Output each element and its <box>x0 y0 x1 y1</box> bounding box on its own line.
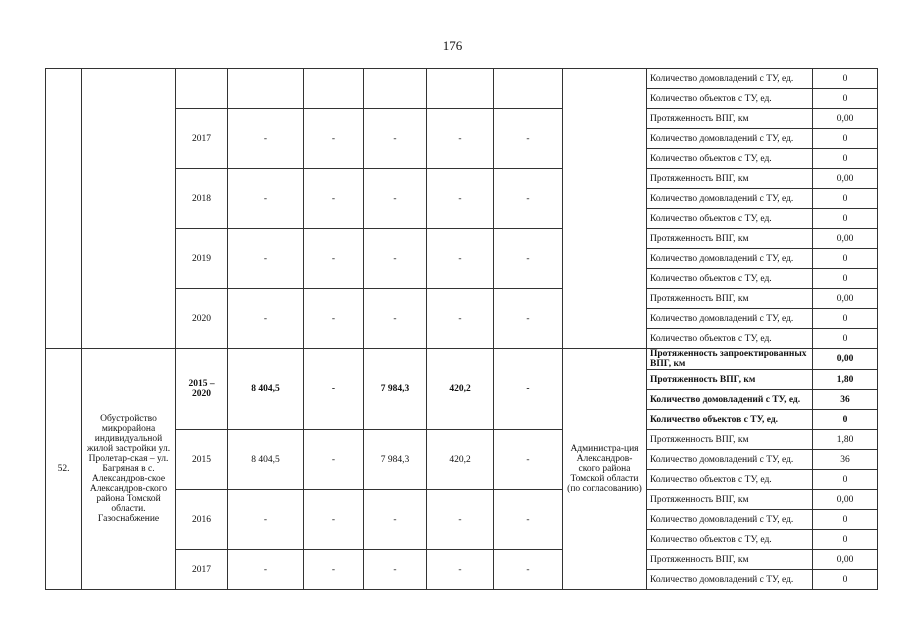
table-row: 52. Обустройство микрорайона индивидуальной жилой застройки ул. Пролетар-ская – ул. Багряная в с. Александров-ское Александров-ского района Томской области. Газоснабжение 2015 – 2020 8 404,5 - 7 984,3 420,2 - Администра-ция Александров-ского района Томской области (по согласованию) Протяженность запроектированных ВПГ, км 0,00 <box>46 349 878 370</box>
table-row: Количество домовладений с ТУ, ед. 0 <box>46 309 878 329</box>
table-row: Количество домовладений с ТУ, ед. 36 <box>46 450 878 470</box>
cell-name-prev <box>82 69 176 349</box>
table-row: 2015 8 404,5 - 7 984,3 420,2 - Протяженность ВПГ, км 1,80 <box>46 430 878 450</box>
table-row: Количество домовладений с ТУ, ед. 0 <box>46 510 878 530</box>
table-row: Количество объектов с ТУ, ед. 0 <box>46 329 878 349</box>
table-row: Протяженность ВПГ, км 1,80 <box>46 370 878 390</box>
cell-num-prev <box>46 69 82 349</box>
table-row: Количество объектов с ТУ, ед. 0 <box>46 470 878 490</box>
table-row: Количество домовладений с ТУ, ед. 0 <box>46 570 878 590</box>
table-row: Количество домовладений с ТУ, ед. 0 <box>46 129 878 149</box>
table-row: Количество объектов с ТУ, ед. 0 <box>46 209 878 229</box>
table-row: Количество домовладений с ТУ, ед. 36 <box>46 390 878 410</box>
item-executor: Администра-ция Александров-ского района Томской области (по согласованию) <box>563 349 647 590</box>
table-row: 2016 - - - - - Протяженность ВПГ, км 0,00 <box>46 490 878 510</box>
table-row: 2020 - - - - - Протяженность ВПГ, км 0,00 <box>46 289 878 309</box>
table-row: Количество объектов с ТУ, ед. 0 <box>46 149 878 169</box>
table-row: Количество домовладений с ТУ, ед. 0 <box>46 69 878 89</box>
table-row: Количество объектов с ТУ, ед. 0 <box>46 530 878 550</box>
table-row: 2018 - - - - - Протяженность ВПГ, км 0,00 <box>46 169 878 189</box>
table-row: Количество домовладений с ТУ, ед. 0 <box>46 249 878 269</box>
table-row: 2017 - - - - - Протяженность ВПГ, км 0,00 <box>46 109 878 129</box>
cell-executor-prev <box>563 69 647 349</box>
table-row: 2017 - - - - - Протяженность ВПГ, км 0,00 <box>46 550 878 570</box>
table-row: Количество объектов с ТУ, ед. 0 <box>46 269 878 289</box>
table-row: 2019 - - - - - Протяженность ВПГ, км 0,00 <box>46 229 878 249</box>
program-table <box>45 68 878 590</box>
table-row: Количество объектов с ТУ, ед. 0 <box>46 410 878 430</box>
item-name: Обустройство микрорайона индивидуальной жилой застройки ул. Пролетар-ская – ул. Багряная в с. Александров-ское Александров-ского района Томской области. Газоснабжение <box>82 349 176 590</box>
item-number: 52. <box>46 349 82 590</box>
page-number: 176 <box>442 38 463 53</box>
table-row: Количество домовладений с ТУ, ед. 0 <box>46 189 878 209</box>
table-row: Количество объектов с ТУ, ед. 0 <box>46 89 878 109</box>
